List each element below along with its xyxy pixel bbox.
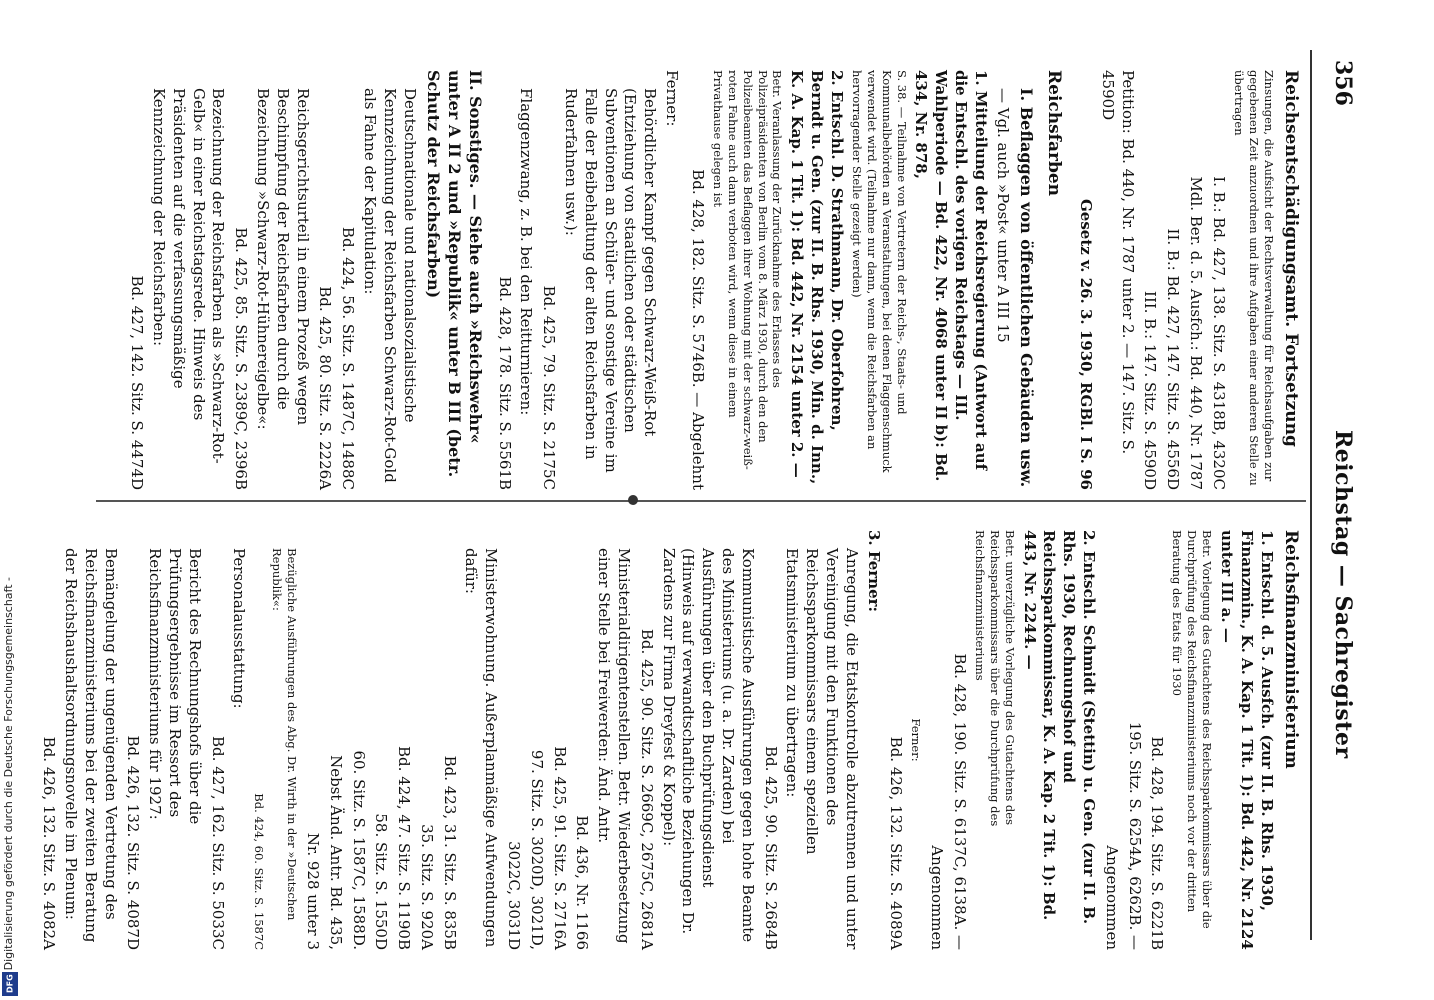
ferner-label: Ferner:	[663, 70, 682, 127]
reference: 58. Sitz. S. 1550D	[372, 813, 391, 950]
entry-text: Flaggenzwang, z. B. bei den Reitturnieren:	[517, 88, 536, 416]
reference: Bd. 428, 178. Sitz. S. 5561B	[495, 276, 514, 490]
divider-dot	[628, 495, 638, 505]
continuation-text: Zinsungen, die Aufsicht der Rechtsverwaltung für Reichsaufgaben zur gegebenen Zeit anzuordnen und ihre Aufgaben einer anderen Stelle zu übertragen	[1231, 70, 1276, 486]
page-header	[1316, 50, 1356, 940]
reference: Bd. 436, Nr. 1166	[573, 815, 592, 950]
reference: Bd. 425, 90. Sitz. S. 2684B	[761, 746, 780, 950]
note-reference: Bd. 424, 60. Sitz. S. 1587C	[252, 793, 267, 950]
reference: 195. Sitz. S. 6254A, 6262B. —	[1125, 721, 1144, 950]
reference: Bd. 425, 85. Sitz. S. 2389C, 2396B	[232, 227, 251, 490]
note-text: Bezügliche Ausführungen des Abg. Dr. Wirth in der »Deutschen Republik«:	[270, 548, 300, 921]
reference: Bd. 425, 79. Sitz. S. 2175C	[540, 285, 559, 490]
reference: 60. Sitz. S. 1587C, 1588D.	[349, 750, 368, 950]
reference: Bd. 428, 194. Sitz. S. 6221B	[1148, 736, 1167, 950]
digitization-credit	[0, 0, 22, 1000]
item-title: 2. Entschl. Schmidt (Stettin) u. Gen. (zur II. B. Rhs. 1930, Rechnungshof und Reichssparkommissar, K. A. Kap. 2 Tit. 1): Bd. 443, Nr. 2244. —	[1020, 530, 1098, 925]
entry-text: Ministerialdirigentenstellen. Betr. Wiederbesetzung einer Stelle bei Freiwerden: Änd. Antr.	[595, 548, 634, 944]
entry-text: Ministerwohnung. Außerplanmäßige Aufwendungen dafür:	[462, 548, 501, 948]
reference: Petition: Bd. 440, Nr. 1787 unter 2. — 147. Sitz. S. 4590D	[1098, 70, 1137, 455]
item-title: 1. Mitteilung der Reichsregierung (Antwort auf die Entschl. des vorigen Reichstags — III. Wahlperiode — Bd. 422, Nr. 4068 unter II b): Bd. 434, Nr. 878,	[912, 70, 990, 482]
item-title: 3. Ferner:	[864, 530, 883, 613]
page-number: 356	[1330, 60, 1356, 106]
reference: Bd. 424, 47. Sitz. S. 1190B	[395, 746, 414, 950]
entry-text: Anregung, die Etatskontrolle abzutrennen und unter Vereinigung mit den Funktionen des Reichssparkommissars einem speziellen Etatsministerium zu übertragen:	[783, 548, 861, 950]
reference: Angenommen	[1102, 845, 1121, 950]
reference: Bd. 426, 132. Sitz. S. 4082A	[40, 736, 59, 950]
reference: Bd. 428, 190. Sitz. S. 6137C, 6138A. —	[950, 653, 969, 950]
entry-text: Bemängelung der ungenügenden Vertretung des Reichsfinanzministeriums bei der zweiten Beratung der Reichshaushaltsordnungsnovelle im Plenum:	[61, 548, 120, 943]
credit-text: Digitalisierung gefördert durch die Deutsche Forschungsgemeinschaft -	[2, 576, 15, 970]
item-text: S. 38. — Teilnahme von Vertretern der Reichs-, Staats- und Kommunalbehörden an Veranstaltungen, bei denen Flaggenschmuck verwendet wird. (Teilnahme nur dann, wenn die Reichsfarben an hervorragender Stelle gezeigt werden)	[849, 70, 909, 473]
ferner-label: Ferner:	[909, 718, 924, 762]
entry-text: Bericht des Rechnungshofs über die Prüfungsergebnisse im Ressort des Reichsfinanzministeriums für 1927:	[146, 548, 204, 825]
header-rule	[1310, 50, 1312, 940]
entry-text: Reichsgerichtsurteil in einem Prozeß wegen Beschimpfung der Reichsfarben durch die Bezeichnung »Schwarz-Rot-Hühnereigelbe«:	[253, 88, 312, 430]
reference: Bd. 426, 132. Sitz. S. 4087D	[124, 735, 143, 950]
reference: 35. Sitz. S. 920A	[417, 824, 436, 950]
reference: Bd. 425, 80. Sitz. S. 2226A	[316, 286, 335, 490]
reference: Bd. 426, 132. Sitz. S. 4089A	[887, 736, 906, 950]
entry-text: Kommunistische Ausführungen gegen hohe Beamte des Ministeriums (u. a. Dr. Zarden) bei Ausführungen über den Buchprüfungsdienst (Hinweis auf verwandtschaftliche Beziehungen Dr. Zardens zur Firma Dreyfest & Koppel):	[659, 548, 757, 943]
reference: I. B.: Bd. 427, 138. Sitz. S. 4318B, 4320C	[1209, 176, 1228, 490]
reference: III. B.: 147. Sitz. S. 4590D	[1141, 290, 1160, 490]
reference: Bd. 424, 56. Sitz. S. 1487C, 1488C	[339, 226, 358, 490]
subsection-heading: II. Sonstiges. — Siehe auch »Reichswehr« unter A II 2 und »Republik« unter B III (betr. Schutz der Reichsfarben)	[423, 70, 485, 478]
running-head: Reichstag — Sachregister	[1330, 430, 1356, 759]
reference: Angenommen	[928, 845, 947, 950]
continuation-heading: Reichsentschädigungsamt. Fortsetzung	[1281, 70, 1301, 447]
reference: 97. Sitz. S. 3020D, 3021D,	[527, 749, 546, 950]
reference: Bd. 427, 142. Sitz. S. 4474D	[128, 275, 147, 490]
see-also: — Vgl. auch »Post« unter A III 15	[993, 88, 1012, 343]
reference: Bd. 425, 90. Sitz. S. 2669C, 2675C, 2681A	[637, 628, 656, 950]
entry-text: Deutschnationale und nationalsozialistische Kennzeichnung der Reichsfarben Schwarz-Rot-Gold als Fahne der Kapitulation:	[360, 88, 419, 483]
reference: Mdl. Ber. d. 5. Ausfch.: Bd. 440, Nr. 1787	[1186, 176, 1205, 490]
reference: Bd. 423, 31. Sitz. S. 835B	[440, 755, 459, 950]
reference: Nebst Änd. Antr. Bd. 435,	[326, 755, 345, 950]
column-divider	[96, 500, 1306, 502]
section-heading: Reichsfarben	[1044, 70, 1065, 197]
section-heading: Reichsfinanzministerium	[1281, 530, 1301, 769]
item-text: Betr. Vorlegung des Gutachtens des Reichssparkommissars über die Durchprüfung des Reichsfinanzministeriums noch vor der dritten Beratung des Etats für 1930	[1170, 530, 1215, 929]
law-reference: Gesetz v. 26. 3. 1930, RGBl. I S. 96	[1076, 198, 1095, 490]
entry-text: Bezeichnung der Reichsfarben als »Schwarz-Rot-Gelb« in einer Reichstagsrede. Hinweis des Präsidenten auf die verfassungsmäßige Kennzeichnung der Reichsfarben:	[149, 88, 228, 464]
reference: 3022C, 3031D	[505, 841, 524, 950]
right-column	[35, 530, 1304, 950]
reference: II. B.: Bd. 427, 147. Sitz. S. 4556D	[1164, 228, 1183, 490]
item-text: Betr. unverzügliche Vorlegung des Gutachtens des Reichssparkommissars über die Durchprüfung des Reichsfinanzministeriums	[972, 530, 1017, 827]
subsection-heading: I. Beflaggen von öffentlichen Gebäuden usw.	[1016, 88, 1036, 488]
entry-text: Behördlicher Kampf gegen Schwarz-Weiß-Rot (Entziehung von staatlichen oder städtischen Subventionen an Schüler- und sonstige Vereine im Falle der Beibehaltung der alten Reichsfarben in Ruderfahnen usw.):	[562, 88, 660, 473]
reference: Bd. 427, 162. Sitz. S. 5033C	[208, 736, 227, 950]
entry-text: Personalausstattung:	[230, 548, 249, 709]
item-title: 1. Entschl. d. 5. Ausfch. (zur II. B. Rhs. 1930, Finanzmin., K. A. Kap. 1 Tit. 1): Bd. 442, Nr. 2124 unter III a. —	[1217, 530, 1276, 950]
item-title: 2. Entschl. D. Strathmann, Dr. Oberfohren, Berndt u. Gen. (zur II. B. Rhs. 1930, Min. d. Inn., K. A. Kap. 1 Tit. 1): Bd. 442, Nr. 2154 unter 2. —	[788, 70, 846, 485]
reference: Bd. 428, 182. Sitz. S. 5746B. — Abgelehnt	[688, 169, 707, 490]
item-text: Betr. Veranlassung der Zurücknahme des Erlasses des Polizeipräsidenten von Berlin vom 8. März 1930, durch den den Polizeibeamten das Beflaggen ihrer Wohnung mit der schwarz-weiß-roten Fahne auch dann verboten wird, wenn diese in einem Privathause gelegen ist	[710, 70, 785, 470]
reference: Bd. 425, 91. Sitz. S. 2716A	[550, 746, 569, 950]
dfg-logo-icon: DFG	[2, 972, 18, 996]
reference: Nr. 928 unter 3	[303, 832, 322, 950]
left-column	[123, 70, 1304, 490]
